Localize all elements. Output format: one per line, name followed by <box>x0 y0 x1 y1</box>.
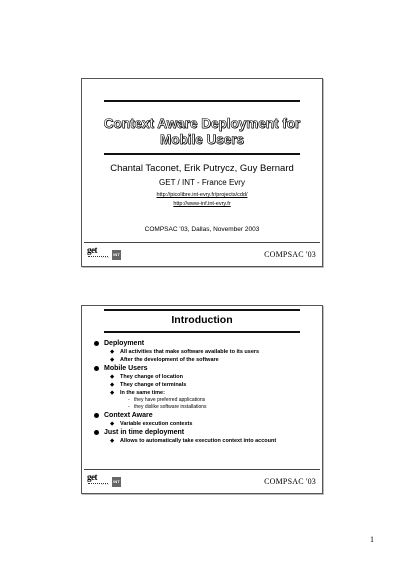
authors: Chantal Taconet, Erik Putrycz, Guy Bernard <box>110 163 294 174</box>
sub-bullet: ◆ After the development of the software <box>94 356 316 364</box>
slide-title-heading <box>82 116 322 148</box>
sub-bullet: ◆ Allows to automatically take execution context into account <box>94 437 316 445</box>
title-line-1: Context Aware Deployment for <box>103 116 301 131</box>
sub-bullet: ◆ In the same time: <box>94 389 316 397</box>
sub-sub-bullet: - they have preferred applications <box>94 397 316 404</box>
project-link[interactable]: http://picolibre.int-evry.fr/projects/cdd/ <box>156 192 248 198</box>
intro-bottom-rule <box>104 331 300 333</box>
title-bottom-rule <box>104 153 300 155</box>
int-logo: INT <box>112 250 121 260</box>
title-top-rule <box>104 100 300 102</box>
intro-top-rule <box>104 309 300 311</box>
int-logo: INT <box>112 477 121 487</box>
title-line-2: Mobile Users <box>159 132 245 147</box>
footer-conference-tag: COMPSAC '03 <box>264 477 316 486</box>
logo-dots: . . . <box>102 254 109 260</box>
footer-rule <box>84 469 320 470</box>
sub-bullet: ◆ Variable execution contexts <box>94 420 316 428</box>
page-number: 1 <box>370 535 374 544</box>
logo-dots: . . . <box>102 481 109 487</box>
institute-link[interactable]: http://www-inf.int-evry.fr <box>173 201 231 207</box>
sub-bullet: ◆ All activities that make software available to its users <box>94 348 316 356</box>
slide-introduction <box>81 305 323 494</box>
slide-title <box>81 78 323 267</box>
bullet-deployment: Deployment <box>94 339 316 348</box>
get-logo: get <box>87 474 109 488</box>
intro-heading: Introduction <box>171 314 233 326</box>
conference-info: COMPSAC '03, Dallas, November 2003 <box>144 226 260 233</box>
bullet-context-aware: Context Aware <box>94 411 316 420</box>
sub-sub-bullet: - they dislike software installations <box>94 404 316 411</box>
sub-bullet: ◆ They change of location <box>94 373 316 381</box>
affiliation: GET / INT - France Evry <box>159 178 245 187</box>
get-logo: get <box>87 247 109 261</box>
sub-bullet: ◆ They change of terminals <box>94 381 316 389</box>
footer-conference-tag: COMPSAC '03 <box>264 250 316 259</box>
footer-rule <box>84 242 320 243</box>
bullet-mobile-users: Mobile Users <box>94 364 316 373</box>
bullet-just-in-time: Just in time deployment <box>94 428 316 437</box>
intro-bullet-list <box>94 339 316 445</box>
